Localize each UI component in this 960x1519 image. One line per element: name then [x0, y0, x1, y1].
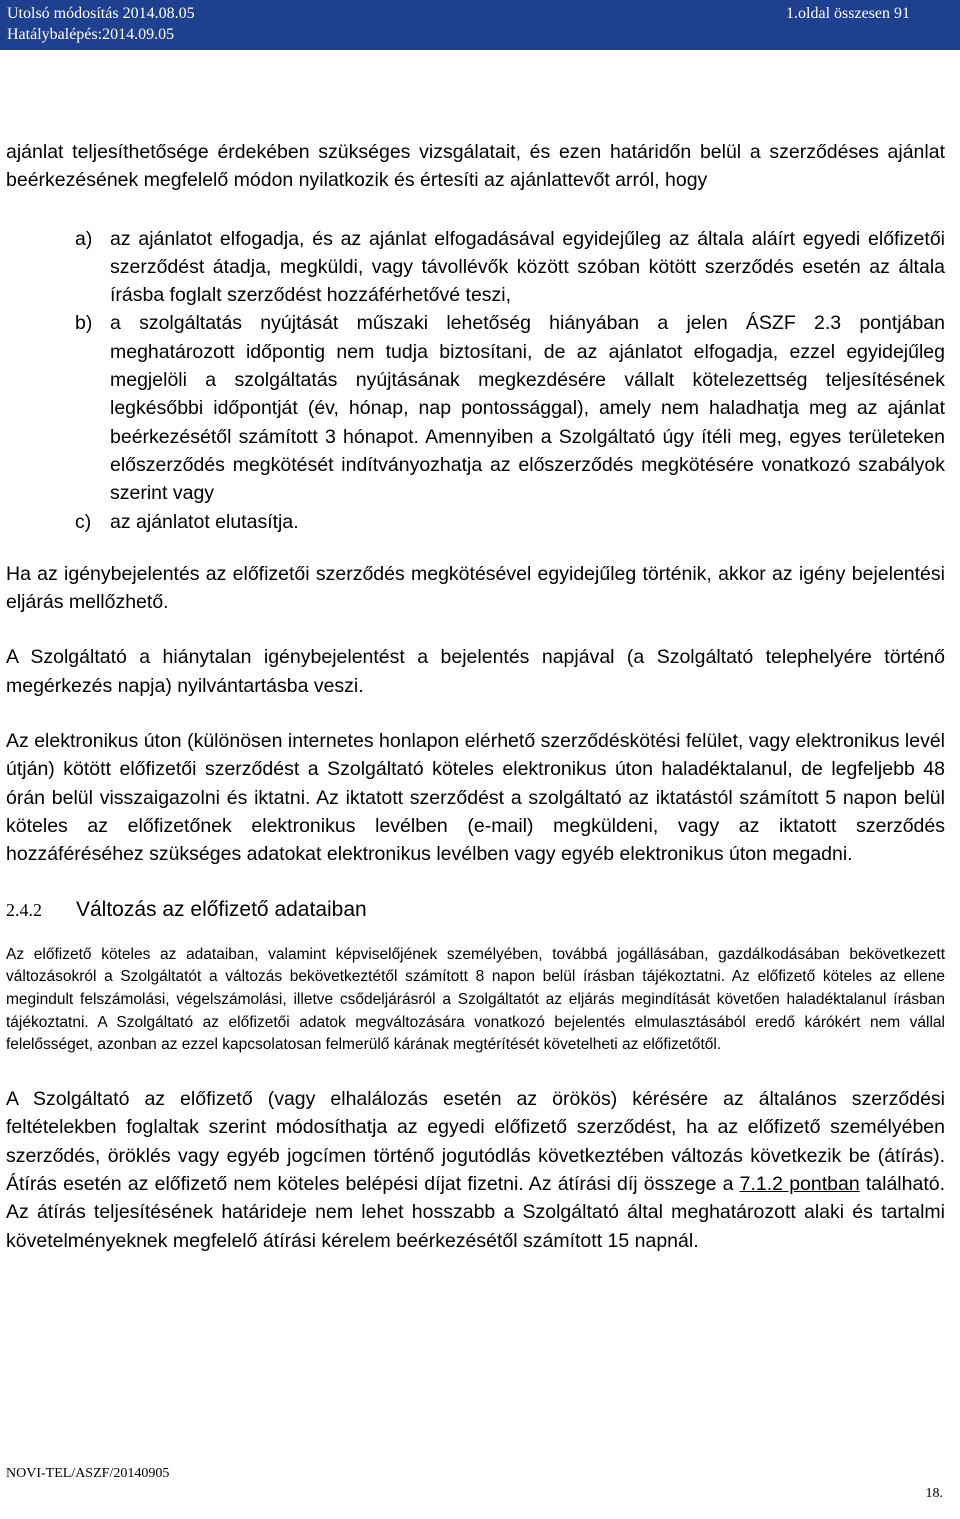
list-item [6, 225, 945, 310]
list-marker: b) [75, 312, 93, 335]
modified-date: Utolsó módosítás 2014.08.05 [7, 5, 195, 22]
transfer-text-end: található. Az átírás teljesítésének határideje nem lehet hosszabb a Szolgáltató által meghatározott alaki és tartalmi követelményeknek megfelelő átírási kérelem beérkezésétől számított 15 napnál. [6, 1172, 946, 1252]
list-item-text: az ajánlatot elutasítja. [110, 510, 299, 533]
page-number: 18. [925, 1486, 943, 1501]
paragraph-electronic-contract: Az elektronikus úton (különösen internetes honlapon elérhető szerződéskötési felület, vagy elektronikus levél útján) kötött előfizetői szerződést a Szolgáltató köteles elektronikus úton haladéktalanul, de legfeljebb 48 órán belül visszaigazolni és iktatni. Az iktatott szerződést a szolgáltató az iktatástól számított 5 napon belül köteles az előfizetőnek elektronikus levélben (e-mail) megküldeni, vagy az iktatott szerződés hozzáféréséhez szükséges adatokat elektronikus levélben vagy egyéb elektronikus úton megadni. [6, 730, 945, 866]
header-dates [7, 3, 195, 45]
paragraph-registration: A Szolgáltató a hiánytalan igénybejelentést a bejelentés napjával (a Szolgáltató telephelyére történő megérkezés napja) nyilvántartásba veszi. [6, 646, 945, 697]
page-info: 1.oldal összesen 91 [786, 5, 910, 22]
paragraph-data-change: Az előfizető köteles az adataiban, valamint képviselőjének személyében, továbbá jogállásában, gazdálkodásában bekövetkezett változásokról a Szolgáltatót a változás bekövetkeztétől számított 8 napon belül írásban tájékoztatni. Az előfizető köteles az ellene megindult felszámolási, végelszámolási, illetve csődeljárásról a Szolgáltatót az eljárás megindítását követően haladéktalanul írásban tájékoztatni. A Szolgáltató az előfizetői adatok megváltozására vonatkozó bejelentés elmulasztásából eredő kárókért nem vállal felelősséget, azonban az ezzel kapcsolatosan felmerülő kárának megtérítését követelheti az előfizetőtől. [6, 945, 945, 1054]
section-number: 2.4.2 [6, 899, 42, 920]
transfer-text-start: A Szolgáltató az előfizető (vagy elhalálozás esetén az örökös) kérésére az általános szerződési feltételekben foglaltak szerint módosíthatja az egyedi előfizető szerződést, ha az előfizető személyében szerződés, öröklés vagy egyéb jogcímen történő jogutódlás következtében változás következik be (átírás). Átírás esetén az előfizető nem köteles belépési díjat fizetni. Az átírási díj összege a [6, 1088, 945, 1195]
list-item [6, 309, 945, 507]
list-item-text: a szolgáltatás nyújtását műszaki lehetőség hiányában a jelen ÁSZF 2.3 pontjában meghatározott időpontig nem tudja biztosítani, de az ajánlatot elfogadja, ezzel egyidejűleg megjelöli a szolgáltatás nyújtásának megkezdésére vállalt kötelezettség teljesítésének legkésőbbi időpontját (év, hónap, nap pontossággal), amely nem haladhatja meg az ajánlat beérkezésétől számított 3 hónapot. Amennyiben a Szolgáltató úgy ítéli meg, egyes területeken előszerződés megkötését indítványozhatja az előszerződés megkötésére vonatkozó szabályok szerint vagy [110, 312, 945, 505]
effective-date: Hatálybalépés:2014.09.05 [7, 26, 175, 43]
section-link[interactable]: 7.1.2 pontban [739, 1172, 860, 1195]
paragraph-simultaneous-request: Ha az igénybejelentés az előfizetői szerződés megkötésével egyidejűleg történik, akkor az igény bejelentési eljárás mellőzhető. [6, 562, 945, 614]
section-title: Változás az előfizető adataiban [76, 897, 367, 921]
paragraph-transfer [6, 1085, 945, 1255]
intro-paragraph: ajánlat teljesíthetősége érdekében szükséges vizsgálatait, és ezen határidőn belül a szerződéses ajánlat beérkezésének megfelelő módon nyilatkozik és értesíti az ajánlattevőt arról, hogy [6, 141, 945, 192]
document-body [6, 138, 945, 1255]
list-marker: a) [75, 227, 93, 250]
list-item [6, 508, 945, 536]
list-marker: c) [75, 510, 92, 533]
document-code: NOVI-TEL/ASZF/20140905 [6, 1466, 170, 1481]
response-options-list [6, 225, 945, 536]
page-header [0, 0, 960, 50]
list-item-text: az ajánlatot elfogadja, és az ajánlat elfogadásával egyidejűleg az általa aláírt egyedi előfizetői szerződést átadja, megküldi, vagy távollévők között szóban kötött szerződés esetén az általa írásba foglalt szerződést hozzáférhetővé teszi, [110, 227, 945, 307]
section-heading [6, 896, 945, 924]
